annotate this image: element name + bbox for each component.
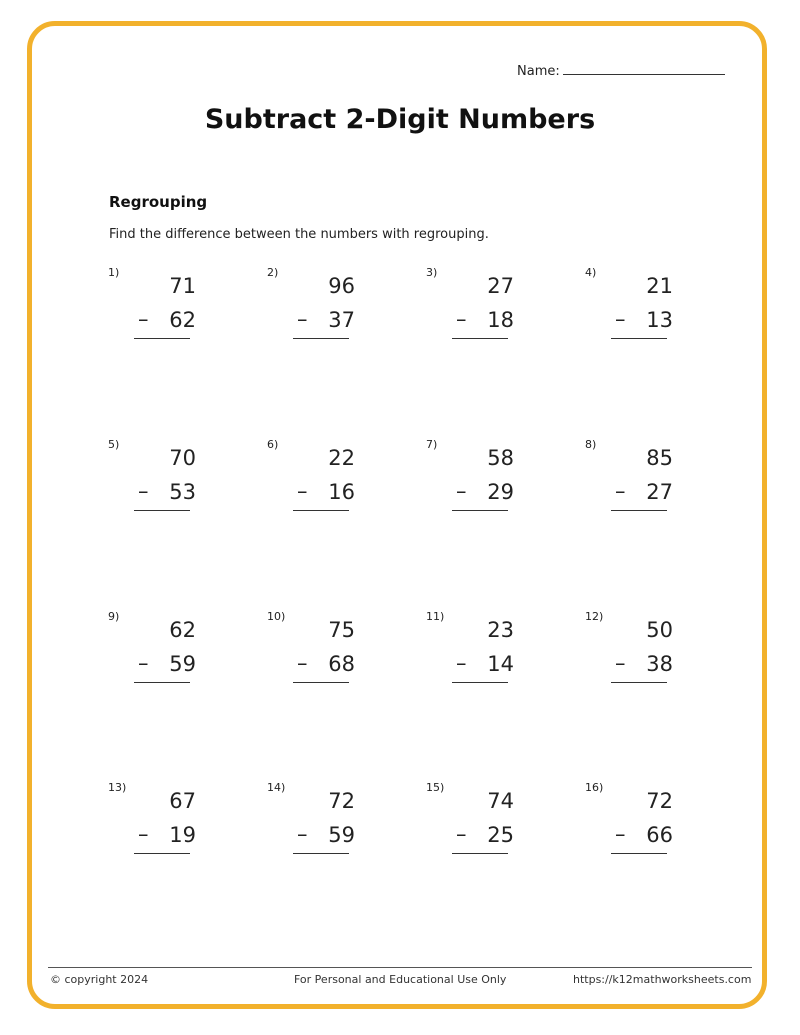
answer-line[interactable]: [293, 338, 349, 339]
problem-2: [267, 266, 417, 356]
minus-sign: –: [456, 651, 467, 675]
problem-1: [108, 266, 258, 356]
problem-8: [585, 438, 735, 528]
problem-3: [426, 266, 576, 356]
minuend: 21: [646, 274, 673, 298]
subtrahend: 27: [646, 480, 673, 504]
name-blank-line[interactable]: [563, 62, 725, 75]
problem-number: 1): [108, 266, 120, 279]
minuend: 70: [169, 446, 196, 470]
answer-line[interactable]: [452, 510, 508, 511]
minus-sign: –: [615, 479, 626, 503]
subtrahend: 29: [487, 480, 514, 504]
problem-7: [426, 438, 576, 528]
problem-number: 7): [426, 438, 438, 451]
minuend: 27: [487, 274, 514, 298]
answer-line[interactable]: [134, 853, 190, 854]
minus-sign: –: [138, 651, 149, 675]
answer-line[interactable]: [293, 853, 349, 854]
problem-number: 3): [426, 266, 438, 279]
problem-number: 13): [108, 781, 127, 794]
problem-number: 5): [108, 438, 120, 451]
minus-sign: –: [138, 307, 149, 331]
minus-sign: –: [297, 822, 308, 846]
problem-number: 12): [585, 610, 604, 623]
answer-line[interactable]: [134, 510, 190, 511]
answer-line[interactable]: [611, 510, 667, 511]
problem-number: 9): [108, 610, 120, 623]
subtrahend: 68: [328, 652, 355, 676]
minuend: 22: [328, 446, 355, 470]
minuend: 58: [487, 446, 514, 470]
minus-sign: –: [297, 651, 308, 675]
problem-number: 16): [585, 781, 604, 794]
problem-14: [267, 781, 417, 871]
page-title: Subtract 2-Digit Numbers: [204, 104, 596, 135]
problem-number: 10): [267, 610, 286, 623]
footer-usage: For Personal and Educational Use Only: [294, 973, 507, 986]
minuend: 75: [328, 618, 355, 642]
minus-sign: –: [615, 307, 626, 331]
subtrahend: 25: [487, 823, 514, 847]
minuend: 72: [646, 789, 673, 813]
problem-6: [267, 438, 417, 528]
problem-16: [585, 781, 735, 871]
problem-number: 4): [585, 266, 597, 279]
subtrahend: 59: [169, 652, 196, 676]
minus-sign: –: [456, 479, 467, 503]
subtrahend: 53: [169, 480, 196, 504]
answer-line[interactable]: [134, 682, 190, 683]
problem-5: [108, 438, 258, 528]
minus-sign: –: [297, 307, 308, 331]
answer-line[interactable]: [452, 338, 508, 339]
problem-number: 8): [585, 438, 597, 451]
problem-number: 2): [267, 266, 279, 279]
minuend: 96: [328, 274, 355, 298]
subtrahend: 59: [328, 823, 355, 847]
minus-sign: –: [615, 822, 626, 846]
problem-15: [426, 781, 576, 871]
footer-copyright: © copyright 2024: [50, 973, 149, 986]
subtrahend: 38: [646, 652, 673, 676]
subtrahend: 16: [328, 480, 355, 504]
minuend: 50: [646, 618, 673, 642]
problem-9: [108, 610, 258, 700]
problem-10: [267, 610, 417, 700]
minus-sign: –: [138, 479, 149, 503]
minuend: 72: [328, 789, 355, 813]
problem-11: [426, 610, 576, 700]
answer-line[interactable]: [611, 338, 667, 339]
answer-line[interactable]: [452, 853, 508, 854]
minus-sign: –: [456, 822, 467, 846]
problem-number: 6): [267, 438, 279, 451]
problem-13: [108, 781, 258, 871]
problem-number: 15): [426, 781, 445, 794]
minuend: 85: [646, 446, 673, 470]
problem-number: 14): [267, 781, 286, 794]
minuend: 62: [169, 618, 196, 642]
minuend: 23: [487, 618, 514, 642]
answer-line[interactable]: [452, 682, 508, 683]
answer-line[interactable]: [611, 853, 667, 854]
problem-12: [585, 610, 735, 700]
answer-line[interactable]: [611, 682, 667, 683]
subtrahend: 62: [169, 308, 196, 332]
subtrahend: 14: [487, 652, 514, 676]
subtrahend: 19: [169, 823, 196, 847]
subtrahend: 18: [487, 308, 514, 332]
answer-line[interactable]: [293, 682, 349, 683]
footer-url[interactable]: https://k12mathworksheets.com: [573, 973, 752, 986]
minus-sign: –: [615, 651, 626, 675]
instructions: Find the difference between the numbers with regrouping.: [109, 227, 489, 242]
minuend: 71: [169, 274, 196, 298]
subtrahend: 66: [646, 823, 673, 847]
section-heading: Regrouping: [109, 193, 208, 211]
answer-line[interactable]: [293, 510, 349, 511]
problem-number: 11): [426, 610, 445, 623]
name-label: Name:: [517, 64, 560, 79]
subtrahend: 13: [646, 308, 673, 332]
minus-sign: –: [138, 822, 149, 846]
minuend: 67: [169, 789, 196, 813]
minuend: 74: [487, 789, 514, 813]
answer-line[interactable]: [134, 338, 190, 339]
problem-4: [585, 266, 735, 356]
subtrahend: 37: [328, 308, 355, 332]
footer-divider: [48, 967, 752, 968]
name-field-row: [517, 62, 725, 79]
minus-sign: –: [297, 479, 308, 503]
minus-sign: –: [456, 307, 467, 331]
